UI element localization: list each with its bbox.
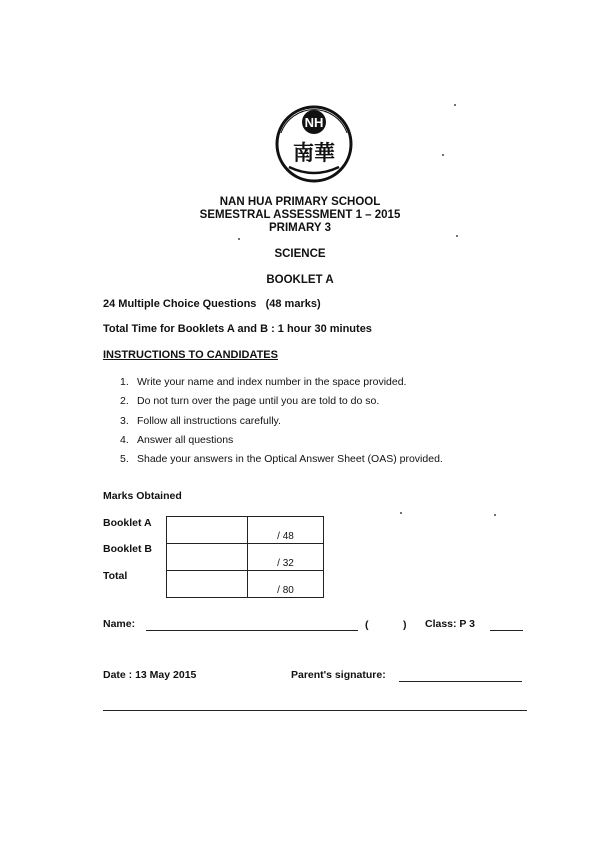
- date-text: Date : 13 May 2015: [103, 669, 197, 681]
- total-score-cell[interactable]: [167, 571, 248, 598]
- subject-title: SCIENCE: [274, 248, 326, 260]
- booklet-a-label: Booklet A: [103, 517, 152, 529]
- index-paren-close: ): [403, 619, 407, 631]
- instructions-list: [120, 373, 443, 469]
- school-name: NAN HUA PRIMARY SCHOOL: [219, 196, 381, 208]
- signature-label: Parent's signature:: [291, 669, 386, 681]
- bottom-divider: [103, 710, 527, 711]
- index-number-field[interactable]: [372, 618, 400, 632]
- questions-count: 24 Multiple Choice Questions: [103, 298, 257, 310]
- name-field[interactable]: [146, 630, 358, 631]
- marks-table: [166, 516, 324, 598]
- booklet-b-label: Booklet B: [103, 543, 153, 555]
- scan-speck: [400, 512, 402, 514]
- class-field[interactable]: [490, 630, 523, 631]
- signature-field[interactable]: [399, 681, 522, 682]
- school-logo: [273, 103, 355, 185]
- questions-info: [103, 298, 321, 310]
- booklet-a-score-cell[interactable]: [167, 517, 248, 544]
- instruction-item: 2. Do not turn over the page until you are told to do so.: [120, 395, 380, 408]
- instruction-item: 1. Write your name and index number in the space provided.: [120, 376, 407, 388]
- class-label: Class: P 3: [425, 618, 476, 630]
- instruction-item: 5. Shade your answers in the Optical Answer Sheet (OAS) provided.: [120, 453, 443, 466]
- table-row: [167, 544, 324, 571]
- total-label: Total: [103, 570, 128, 582]
- booklet-a-total-cell: / 48: [248, 517, 324, 544]
- level-title: PRIMARY 3: [269, 222, 331, 234]
- table-row: [167, 517, 324, 544]
- scan-speck: [238, 238, 240, 240]
- marks-obtained-heading: Marks Obtained: [103, 490, 182, 502]
- booklet-b-total-cell: / 32: [248, 544, 324, 571]
- questions-marks: (48 marks): [265, 298, 321, 310]
- instruction-item: 3. Follow all instructions carefully.: [120, 414, 281, 427]
- scan-speck: [456, 235, 458, 237]
- scan-speck: [494, 514, 496, 516]
- booklet-b-score-cell[interactable]: [167, 544, 248, 571]
- instructions-heading: INSTRUCTIONS TO CANDIDATES: [103, 349, 278, 361]
- scan-speck: [442, 154, 444, 156]
- booklet-title: BOOKLET A: [266, 274, 334, 286]
- index-paren-open: (: [365, 619, 369, 631]
- name-label: Name:: [103, 618, 136, 630]
- instruction-item: 4. Answer all questions: [120, 433, 234, 446]
- time-info: Total Time for Booklets A and B : 1 hour 30 minutes: [103, 323, 372, 335]
- logo-chinese-name: 南華: [293, 141, 335, 165]
- total-total-cell: / 80: [248, 571, 324, 598]
- table-row: [167, 571, 324, 598]
- scan-speck: [454, 104, 456, 106]
- logo-initials: NH: [304, 115, 324, 130]
- assessment-title: SEMESTRAL ASSESSMENT 1 – 2015: [199, 209, 401, 221]
